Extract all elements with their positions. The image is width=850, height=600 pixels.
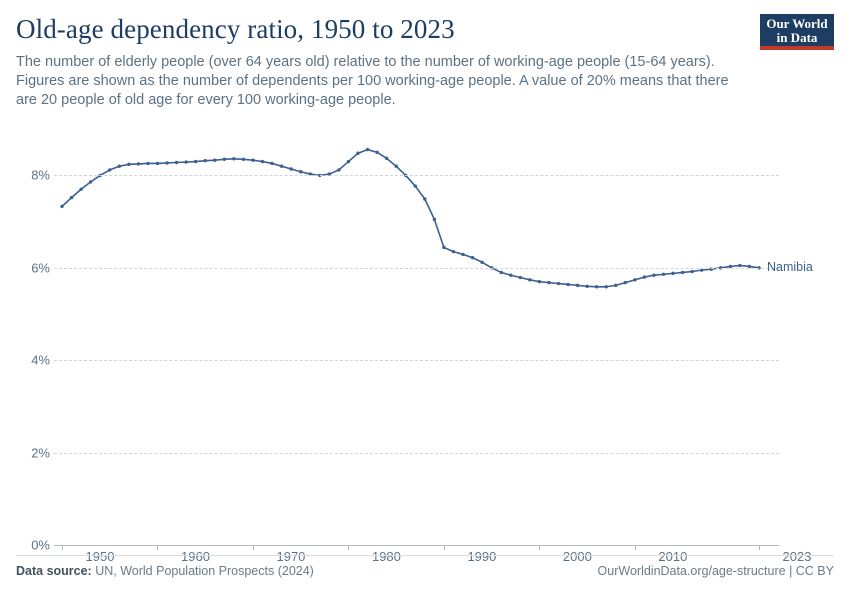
series-point (184, 160, 187, 163)
series-point (452, 250, 455, 253)
attribution[interactable]: OurWorldinData.org/age-structure | CC BY (597, 564, 834, 578)
series-point (156, 162, 159, 165)
series-point (519, 276, 522, 279)
series-point (442, 246, 445, 249)
series-point (566, 283, 569, 286)
series-point (127, 163, 130, 166)
y-axis-tick-label: 4% (31, 352, 50, 368)
series-point (585, 285, 588, 288)
x-axis-tick (157, 545, 158, 550)
series-label-namibia[interactable]: Namibia (767, 259, 813, 274)
series-point (251, 158, 254, 161)
series-point (223, 158, 226, 161)
series-point (500, 271, 503, 274)
series-point (671, 272, 674, 275)
series-point (261, 160, 264, 163)
series-point (509, 274, 512, 277)
series-point (700, 268, 703, 271)
x-axis-tick-label: 1970 (276, 549, 306, 564)
x-axis-tick-label: 1950 (85, 549, 115, 564)
series-point (480, 261, 483, 264)
series-point (137, 162, 140, 165)
x-axis-tick-label: 1980 (371, 549, 401, 564)
series-point (605, 285, 608, 288)
series-point (299, 170, 302, 173)
owid-logo[interactable] (760, 14, 834, 50)
logo-line-1: Our World (766, 16, 828, 31)
y-axis-tick-label: 2% (31, 445, 50, 461)
series-point (356, 152, 359, 155)
footer (16, 555, 834, 590)
series-point (547, 281, 550, 284)
plot-region[interactable] (54, 120, 779, 545)
series-point (471, 256, 474, 259)
series-point (204, 159, 207, 162)
series-point (289, 167, 292, 170)
series-point (538, 280, 541, 283)
series-point (232, 157, 235, 160)
y-axis-tick-label: 0% (31, 537, 50, 553)
series-point (624, 281, 627, 284)
series-point (528, 278, 531, 281)
series-point (614, 284, 617, 287)
series-point (738, 264, 741, 267)
data-source-text: UN, World Population Prospects (2024) (95, 564, 314, 578)
series-point (433, 218, 436, 221)
series-point (242, 158, 245, 161)
x-axis-tick (539, 545, 540, 550)
x-axis-tick (635, 545, 636, 550)
data-source-label: Data source: (16, 564, 92, 578)
x-axis-tick-label: 1990 (467, 549, 497, 564)
series-line (62, 150, 759, 287)
series-point (414, 184, 417, 187)
x-axis-tick-label: 2023 (782, 549, 812, 564)
series-point (70, 196, 73, 199)
series-point (595, 285, 598, 288)
x-axis-line (54, 545, 779, 546)
data-source (16, 564, 314, 578)
series-point (175, 161, 178, 164)
logo-line-2: in Data (776, 30, 818, 45)
x-axis-tick-label: 1960 (181, 549, 210, 564)
series-point (79, 188, 82, 191)
series-point (681, 271, 684, 274)
series-point (662, 273, 665, 276)
gridline (54, 268, 779, 269)
series-point (643, 275, 646, 278)
series-point (194, 160, 197, 163)
series-point (461, 253, 464, 256)
gridline (54, 360, 779, 361)
series-point (690, 270, 693, 273)
series-point (280, 165, 283, 168)
series-point (165, 161, 168, 164)
series-point (347, 160, 350, 163)
y-axis-tick-label: 6% (31, 260, 50, 276)
series-point (108, 168, 111, 171)
chart-subtitle: The number of elderly people (over 64 years old) relative to the number of working-age people (15-64 years). Figures are shown as the number of dependents per 100 working-age people. A value of 20% means that there are 20 people of old age for every 100 working-age people. (16, 54, 729, 108)
series-svg (54, 120, 779, 545)
series-point (366, 148, 369, 151)
series-point (394, 165, 397, 168)
y-axis-labels (16, 120, 50, 553)
series-point (375, 151, 378, 154)
x-axis-tick-label: 2010 (658, 549, 688, 564)
x-axis-tick-label: 2000 (562, 549, 592, 564)
x-axis-tick (444, 545, 445, 550)
series-point (652, 274, 655, 277)
x-axis-tick (62, 545, 63, 550)
page-title: Old-age dependency ratio, 1950 to 2023 (16, 14, 455, 44)
x-axis-tick (759, 545, 760, 550)
series-point (213, 158, 216, 161)
series-point (557, 282, 560, 285)
series-point (423, 197, 426, 200)
series-point (118, 165, 121, 168)
series-point (146, 162, 149, 165)
series-point (337, 168, 340, 171)
series-point (270, 162, 273, 165)
gridline (54, 453, 779, 454)
x-axis-tick (348, 545, 349, 550)
series-point (385, 157, 388, 160)
series-point (576, 284, 579, 287)
x-axis-tick (253, 545, 254, 550)
series-point (633, 278, 636, 281)
series-point (89, 180, 92, 183)
chart-area[interactable] (16, 112, 834, 564)
gridline (54, 175, 779, 176)
y-axis-tick-label: 8% (31, 167, 50, 183)
series-point (60, 205, 63, 208)
